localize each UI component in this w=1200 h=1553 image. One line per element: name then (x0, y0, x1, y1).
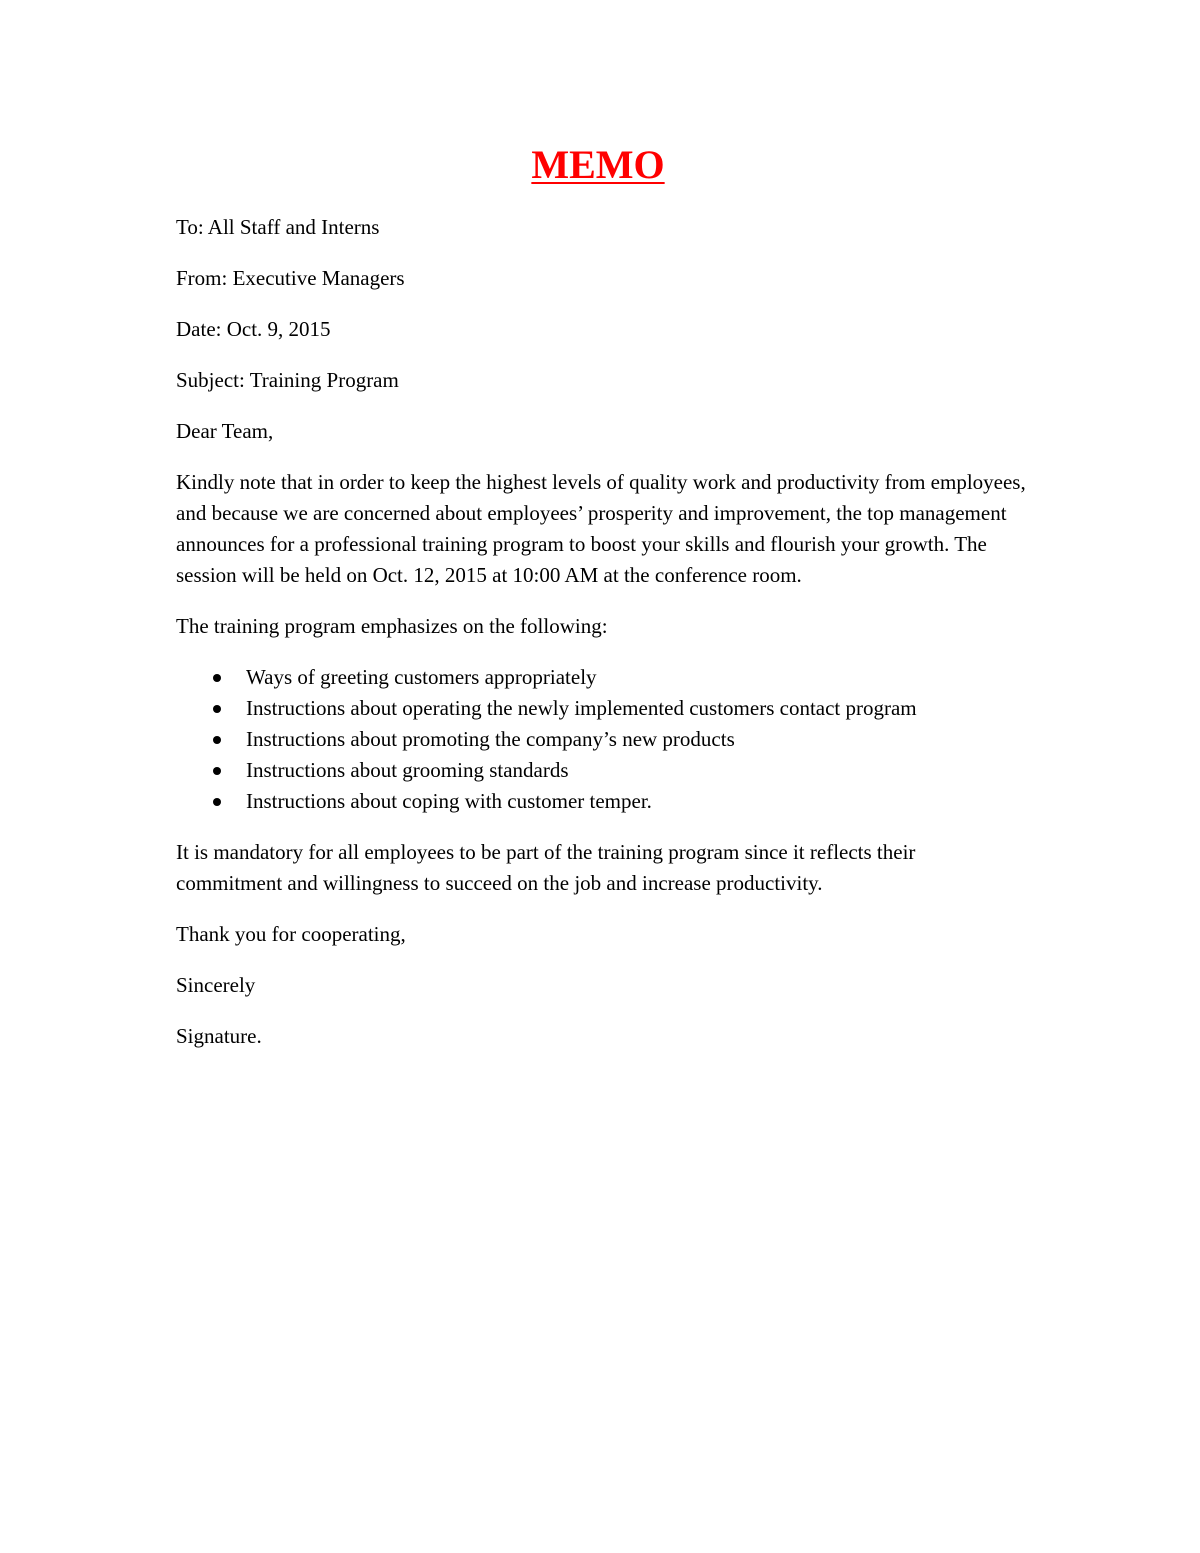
memo-body (176, 138, 1036, 1072)
list-item (176, 662, 1036, 693)
memo-closing-paragraph: It is mandatory for all employees to be part of the training program since it reflects their commitment and willingness to succeed on the job and increase productivity. (176, 840, 916, 895)
memo-date: Date: Oct. 9, 2015 (176, 317, 331, 341)
memo-from: From: Executive Managers (176, 266, 405, 290)
bullet-icon (213, 767, 221, 775)
list-item-text: Instructions about promoting the company’s new products (246, 727, 735, 751)
memo-signoff: Sincerely (176, 973, 256, 997)
list-item-text: Instructions about operating the newly implemented customers contact program (246, 696, 917, 720)
memo-title: MEMO (531, 142, 665, 187)
list-item-text: Instructions about grooming standards (246, 758, 569, 782)
memo-thanks: Thank you for cooperating, (176, 922, 406, 946)
list-item-text: Ways of greeting customers appropriately (246, 665, 597, 689)
list-item-text: Instructions about coping with customer temper. (246, 789, 652, 813)
list-item (176, 755, 1036, 786)
bullet-icon (213, 705, 221, 713)
memo-intro-paragraph: Kindly note that in order to keep the highest levels of quality work and productivity from employees, and because we are concerned about employees’ prosperity and improvement, the top management announces for a professional training program to boost your skills and flourish your growth. The session will be held on Oct. 12, 2015 at 10:00 AM at the conference room. (176, 470, 1026, 587)
memo-salutation: Dear Team, (176, 419, 274, 443)
memo-list-intro: The training program emphasizes on the following: (176, 614, 608, 638)
bullet-icon (213, 798, 221, 806)
list-item (176, 693, 1036, 724)
list-item (176, 724, 1036, 755)
memo-to: To: All Staff and Interns (176, 215, 380, 239)
bullet-icon (213, 736, 221, 744)
list-item (176, 786, 1036, 817)
memo-subject: Subject: Training Program (176, 368, 399, 392)
memo-signature: Signature. (176, 1024, 262, 1048)
training-topics-list (176, 662, 1036, 817)
bullet-icon (213, 674, 221, 682)
